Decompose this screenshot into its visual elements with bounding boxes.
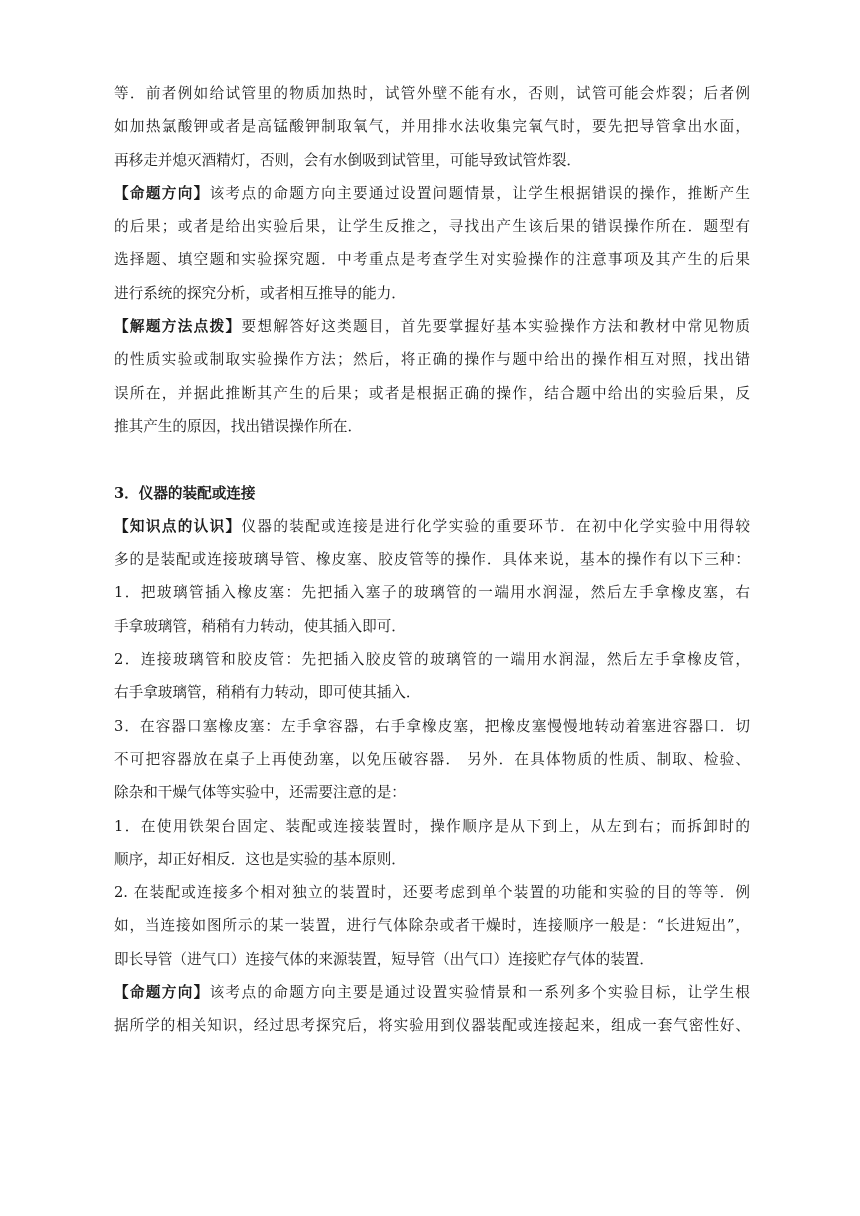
- line-text: 推其产生的原因，找出错误操作所在．: [114, 417, 363, 435]
- line-text: 据所学的相关知识，经过思考探究后，将实验用到仪器装配或连接起来，组成一套气密性好、: [114, 1017, 750, 1035]
- text-line: [114, 217, 750, 237]
- section-label: 【命题方向】: [114, 984, 210, 1002]
- text-line: [114, 284, 750, 304]
- text-line: [114, 84, 750, 104]
- text-line: [114, 883, 750, 903]
- line-text: 的性质实验或制取实验操作方法；然后，将正确的操作与题中给出的操作相互对照，找出错: [114, 351, 750, 369]
- text-line: [114, 583, 750, 603]
- line-text: 1．在使用铁架台固定、装配或连接装置时，操作顺序是从下到上，从左到右；而拆卸时的: [114, 817, 750, 835]
- line-text: 如加热氯酸钾或者是高锰酸钾制取氧气，并用排水法收集完氧气时，要先把导管拿出水面，: [114, 118, 750, 136]
- line-text: 再移走并熄灭酒精灯，否则，会有水倒吸到试管里，可能导致试管炸裂．: [114, 151, 582, 169]
- line-text: 3．在容器口塞橡皮塞：左手拿容器，右手拿橡皮塞，把橡皮塞慢慢地转动着塞进容器口．切: [114, 717, 750, 735]
- text-line: [114, 117, 750, 137]
- text-line: [114, 384, 750, 404]
- line-text: 1．把玻璃管插入橡皮塞：先把插入塞子的玻璃管的一端用水润湿，然后左手拿橡皮塞，右: [114, 584, 750, 602]
- text-line: [114, 1016, 750, 1036]
- line-text: 不可把容器放在桌子上再使劲塞，以免压破容器． 另外．在具体物质的性质、制取、检验、: [114, 750, 750, 768]
- paragraph-gap: [114, 450, 750, 470]
- text-line: [114, 916, 750, 936]
- section-label: 【解题方法点拨】: [114, 318, 242, 336]
- line-text: 的后果；或者是给出实验后果，让学生反推之，寻找出产生该后果的错误操作所在．题型有: [114, 218, 750, 236]
- line-text: 多的是装配或连接玻璃导管、橡皮塞、胶皮管等的操作．具体来说，基本的操作有以下三种：: [114, 551, 750, 569]
- text-line: [114, 617, 750, 637]
- text-line: [114, 317, 750, 337]
- line-text: 2. 在装配或连接多个相对独立的装置时，还要考虑到单个装置的功能和实验的目的等等．例: [114, 884, 750, 902]
- line-text: 误所在，并据此推断其产生的后果；或者是根据正确的操作，结合题中给出的实验后果，反: [114, 384, 750, 402]
- line-text: 2．连接玻璃管和胶皮管：先把插入胶皮管的玻璃管的一端用水润湿，然后左手拿橡皮管，: [114, 651, 750, 669]
- line-text: 要想解答好这类题目，首先要掌握好基本实验操作方法和教材中常见物质: [241, 318, 750, 336]
- text-line: [114, 683, 750, 703]
- section-heading: 3．仪器的装配或连接: [114, 484, 256, 502]
- section-label: 【命题方向】: [114, 184, 210, 202]
- text-line: [114, 850, 750, 870]
- line-text: 顺序，却正好相反．这也是实验的基本原则．: [114, 850, 406, 868]
- text-line: [114, 184, 750, 204]
- line-text: 该考点的命题方向主要通过设置问题情景，让学生根据错误的操作，推断产生: [209, 184, 750, 202]
- text-line: [114, 817, 750, 837]
- section-label: 【知识点的认识】: [114, 517, 242, 535]
- line-text: 选择题、填空题和实验探究题．中考重点是考查学生对实验操作的注意事项及其产生的后果: [114, 251, 750, 269]
- text-line: [114, 650, 750, 670]
- text-line: [114, 550, 750, 570]
- text-line: [114, 717, 750, 737]
- text-line: [114, 350, 750, 370]
- text-line: [114, 250, 750, 270]
- line-text: 右手拿玻璃管，稍稍有力转动，即可使其插入．: [114, 684, 421, 702]
- text-line: [114, 750, 750, 770]
- line-text: 该考点的命题方向主要是通过设置实验情景和一系列多个实验目标，让学生根: [209, 984, 750, 1002]
- line-text: 除杂和干燥气体等实验中，还需要注意的是：: [114, 784, 406, 802]
- text-line: [114, 950, 750, 970]
- line-text: 仪器的装配或连接是进行化学实验的重要环节．在初中化学实验中用得较: [241, 517, 750, 535]
- document-body: [114, 84, 750, 1050]
- text-line: [114, 517, 750, 537]
- line-text: 手拿玻璃管，稍稍有力转动，使其插入即可．: [114, 617, 406, 635]
- text-line: [114, 983, 750, 1003]
- text-line: [114, 783, 750, 803]
- text-line: [114, 417, 750, 437]
- line-text: 进行系统的探究分析，或者相互推导的能力．: [114, 284, 406, 302]
- text-line: [114, 151, 750, 171]
- line-text: 等．前者例如给试管里的物质加热时，试管外壁不能有水，否则，试管可能会炸裂；后者例: [114, 85, 750, 102]
- line-text: 如，当连接如图所示的某一装置，进行气体除杂或者干燥时，连接顺序一般是：“长进短出”，: [114, 917, 750, 935]
- line-text: 即长导管（进气口）连接气体的来源装置，短导管（出气口）连接贮存气体的装置．: [114, 950, 654, 968]
